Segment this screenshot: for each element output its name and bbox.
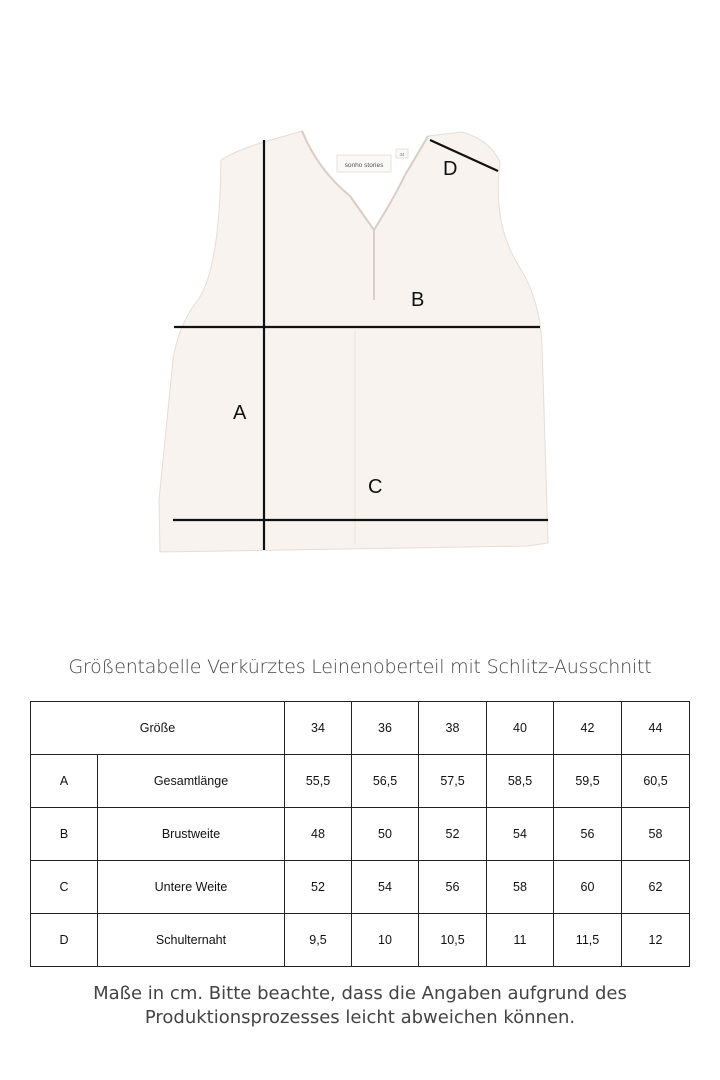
table-cell: 10	[352, 914, 419, 967]
measure-label-c: C	[368, 476, 383, 498]
size-table	[30, 701, 690, 967]
table-cell: 54	[352, 861, 419, 914]
measure-label-b: B	[411, 289, 425, 311]
row-key: C	[31, 861, 98, 914]
footnote-line-2: Produktionsprozesses leicht abweichen können.	[144, 1007, 576, 1028]
measure-label-d: D	[443, 158, 458, 180]
table-row	[31, 914, 690, 967]
table-cell: 56,5	[352, 755, 419, 808]
header-size-label: Größe	[31, 702, 285, 755]
table-cell: 58,5	[487, 755, 554, 808]
row-name: Schulternaht	[98, 914, 285, 967]
footnote	[0, 982, 720, 1030]
size-chart-title: Größentabelle Verkürztes Leinenoberteil mit Schlitz-Ausschnitt	[68, 656, 652, 678]
top-silhouette	[159, 131, 548, 552]
table-cell: 56	[554, 808, 622, 861]
header-size: 44	[622, 702, 690, 755]
table-row	[31, 861, 690, 914]
size-tag-text: 34	[399, 152, 405, 157]
measure-label-a: A	[233, 402, 247, 424]
table-cell: 52	[419, 808, 487, 861]
row-key: A	[31, 755, 98, 808]
table-cell: 60	[554, 861, 622, 914]
table-cell: 58	[622, 808, 690, 861]
table-cell: 58	[487, 861, 554, 914]
table-cell: 52	[285, 861, 352, 914]
header-size: 42	[554, 702, 622, 755]
table-header-row	[31, 702, 690, 755]
footnote-line-1: Maße in cm. Bitte beachte, dass die Angaben aufgrund des	[93, 983, 627, 1004]
table-row	[31, 808, 690, 861]
row-name: Untere Weite	[98, 861, 285, 914]
row-key: B	[31, 808, 98, 861]
table-cell: 50	[352, 808, 419, 861]
row-name: Brustweite	[98, 808, 285, 861]
table-cell: 60,5	[622, 755, 690, 808]
table-cell: 59,5	[554, 755, 622, 808]
header-size: 36	[352, 702, 419, 755]
table-cell: 48	[285, 808, 352, 861]
table-cell: 11,5	[554, 914, 622, 967]
brand-label-text: sonho stories	[344, 162, 384, 169]
table-cell: 54	[487, 808, 554, 861]
table-cell: 57,5	[419, 755, 487, 808]
header-size: 38	[419, 702, 487, 755]
header-size: 34	[285, 702, 352, 755]
table-cell: 55,5	[285, 755, 352, 808]
header-size: 40	[487, 702, 554, 755]
table-cell: 10,5	[419, 914, 487, 967]
table-cell: 62	[622, 861, 690, 914]
table-cell: 9,5	[285, 914, 352, 967]
table-cell: 11	[487, 914, 554, 967]
row-name: Gesamtlänge	[98, 755, 285, 808]
table-cell: 12	[622, 914, 690, 967]
row-key: D	[31, 914, 98, 967]
table-cell: 56	[419, 861, 487, 914]
table-row	[31, 755, 690, 808]
